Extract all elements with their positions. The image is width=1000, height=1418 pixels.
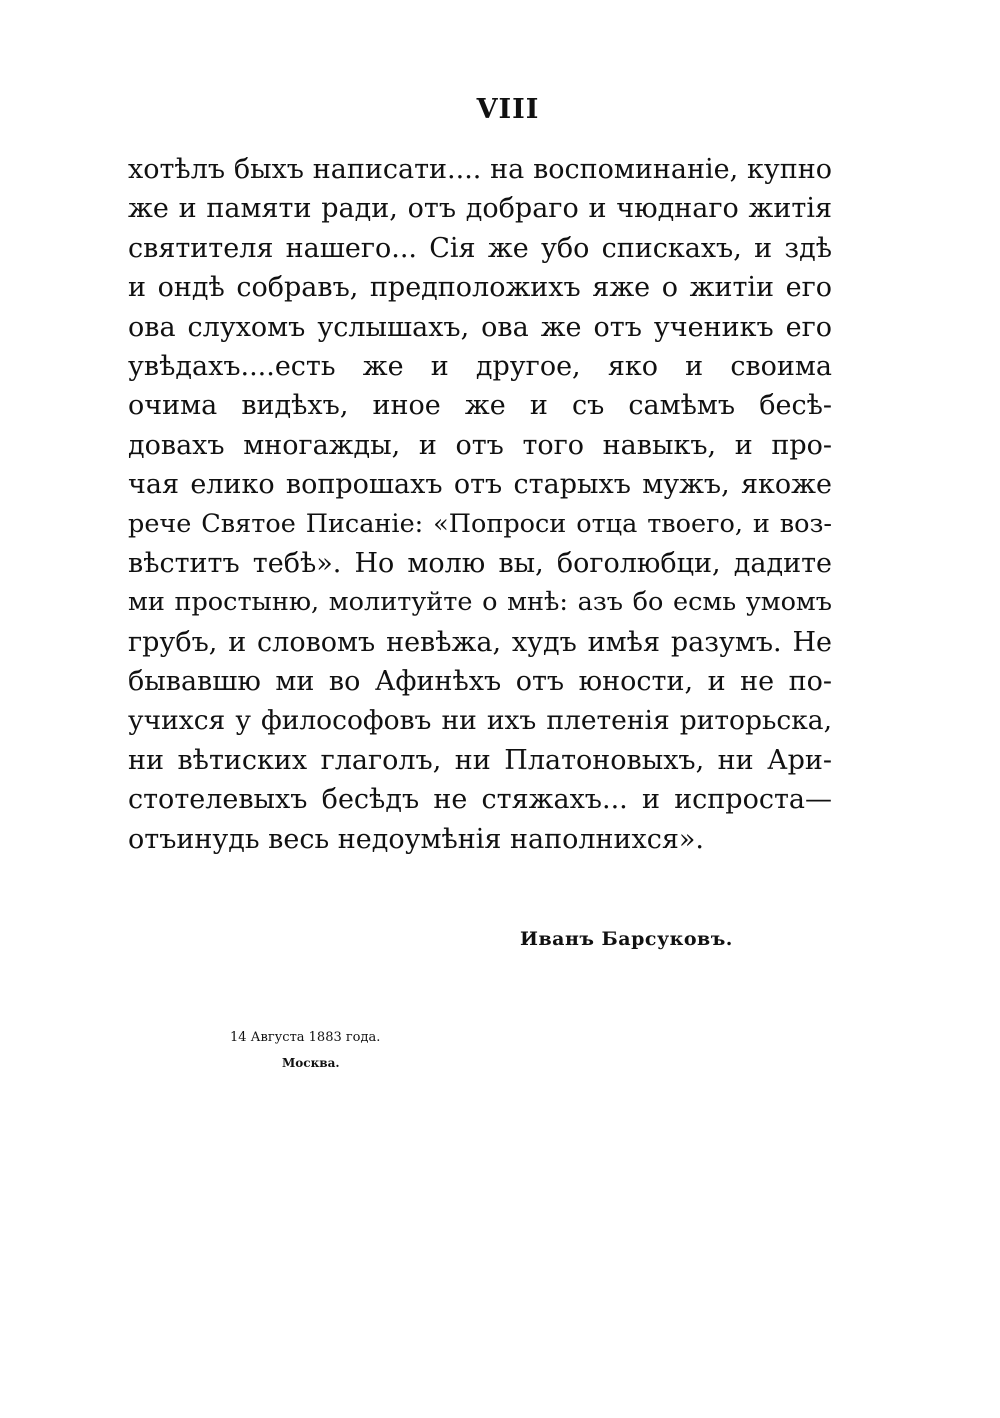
text-line-1: хотѣлъ быхъ написати.... на воспоминаніе, купно bbox=[128, 154, 832, 185]
place-line: Москва. bbox=[282, 1056, 340, 1070]
text-line-12: ми простыню, молитуйте о мнѣ: азъ бо есмь умомъ bbox=[128, 587, 832, 618]
text-line-15: учихся у философовъ ни ихъ плетенія риторьска, bbox=[128, 705, 832, 737]
body-text bbox=[128, 150, 832, 859]
text-line-3: святителя нашего... Сія же убо спискахъ, и здѣ bbox=[128, 232, 832, 264]
text-line-10: рече Святое Писаніе: «Попроси отца твоего, и воз- bbox=[128, 508, 832, 539]
text-line-7: очима видѣхъ, иное же и съ самѣмъ бесѣ- bbox=[128, 390, 832, 422]
text-line-13: грубъ, и словомъ невѣжа, худъ имѣя разумъ. Не bbox=[128, 626, 832, 658]
text-line-11: вѣститъ тебѣ». Но молю вы, боголюбци, дадите bbox=[128, 547, 832, 579]
author-signature: Иванъ Барсуковъ. bbox=[520, 928, 733, 950]
text-line-2: же и памяти ради, отъ добраго и чюднаго житія bbox=[128, 193, 832, 225]
text-line-6: увѣдахъ....есть же и другое, яко и своима bbox=[128, 350, 832, 382]
page-number: VIII bbox=[476, 94, 540, 125]
text-line-17: стотелевыхъ бесѣдъ не стяжахъ... и испроста— bbox=[128, 784, 832, 816]
text-line-5: ова слухомъ услышахъ, ова же отъ ученикъ его bbox=[128, 311, 832, 343]
text-line-14: бывавшю ми во Афинѣхъ отъ юности, и не по- bbox=[128, 666, 832, 698]
text-line-4: и ондѣ собравъ, предположихъ яже о житіи его bbox=[128, 272, 832, 304]
text-line-18: отъинудь весь недоумѣнія наполнихся». bbox=[128, 823, 704, 855]
text-line-16: ни вѣтиских глаголъ, ни Платоновыхъ, ни Ари- bbox=[128, 744, 832, 776]
date-line: 14 Августа 1883 года. bbox=[230, 1030, 381, 1045]
text-line-8: довахъ многажды, и отъ того навыкъ, и про- bbox=[128, 429, 832, 461]
text-line-9: чая елико вопрошахъ отъ старыхъ мужъ, якоже bbox=[128, 469, 832, 501]
